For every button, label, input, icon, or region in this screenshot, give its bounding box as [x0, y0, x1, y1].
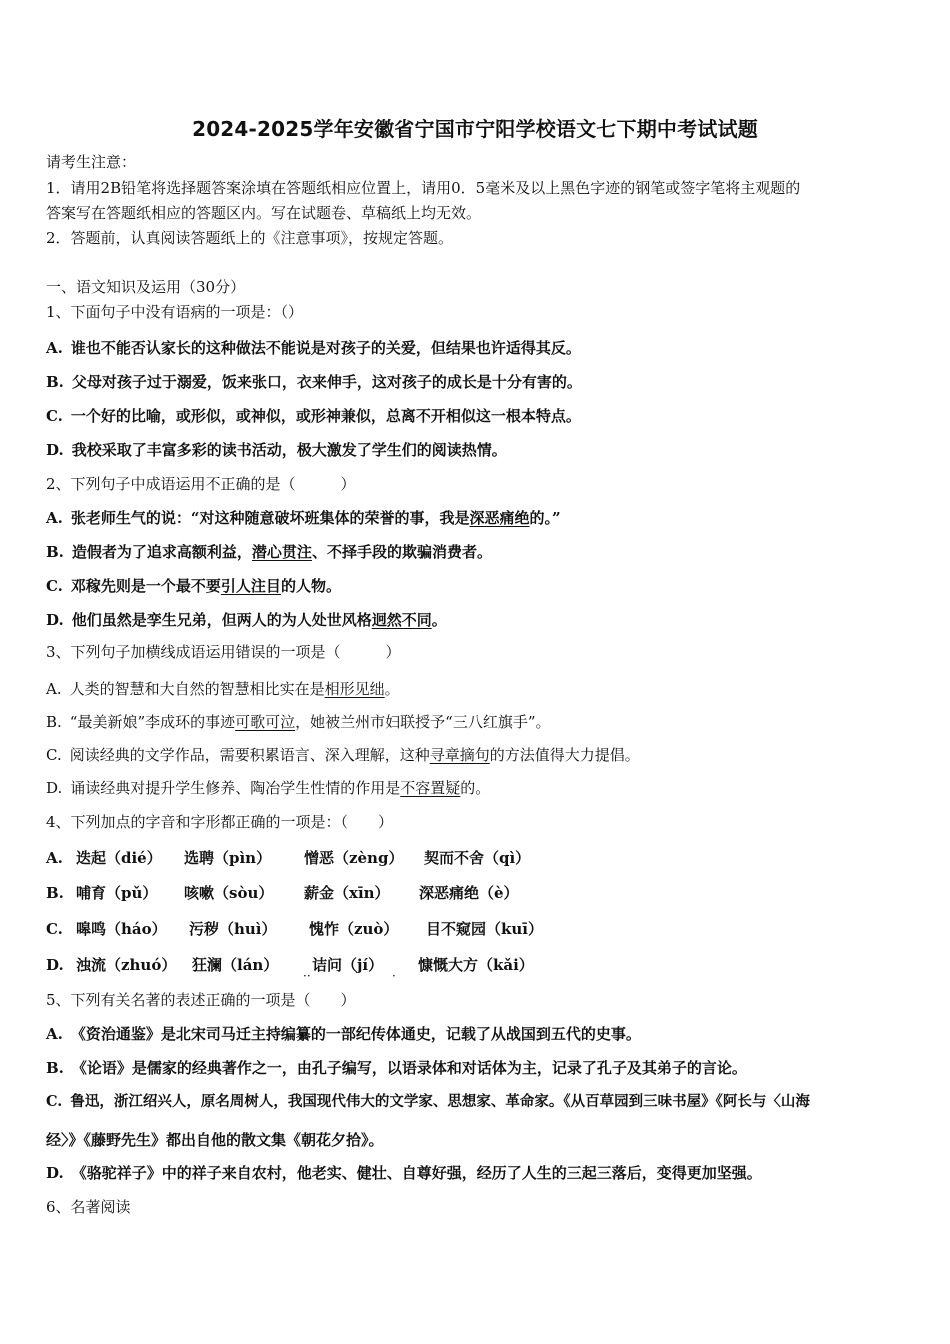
notice-item-1-line-1: 1．请用2B铅笔将选择题答案涂填在答题纸相应位置上，请用0．5毫米及以上黑色字迹的钢笔或签字笔将主观题的 [46, 179, 801, 197]
q3-option-a [46, 679, 400, 699]
q2-option-d [46, 610, 447, 630]
option-label: A. [46, 680, 62, 698]
word-pinyin-item: 污秽（huì） [189, 920, 277, 938]
word-pinyin-item: 慷慨大方（kǎi） [418, 956, 534, 974]
option-text: 的。 [460, 779, 491, 797]
option-text: 阅读经典的文学作品，需要积累语言、深入理解，这种 [69, 746, 430, 764]
option-text: 。 [384, 680, 400, 698]
underlined-idiom: 相形见绌 [324, 680, 385, 698]
option-text: 鲁迅，浙江绍兴人，原名周树人，我国现代伟大的文学家、思想家、革命家。《从百草园到三味书屋》《阿长与〈山海 [70, 1093, 810, 1110]
word-pinyin-item: 狂澜（lán） [192, 956, 279, 974]
option-text: 造假者为了追求高额利益， [71, 543, 252, 561]
question-1-stem: 1、下面句子中没有语病的一项是：（） [46, 303, 304, 321]
word-pinyin-item: 契而不舍（qì） [424, 849, 531, 867]
question-2-stem: 2、下列句子中成语运用不正确的是（ ） [46, 475, 356, 493]
question-6-stem: 6、名著阅读 [46, 1198, 131, 1216]
option-label: C. [46, 1093, 63, 1110]
option-text: 我校采取了丰富多彩的读书活动，极大激发了学生们的阅读热情。 [71, 441, 507, 459]
q5-option-d [46, 1163, 762, 1183]
underlined-idiom: 迥然不同 [371, 611, 432, 629]
option-text: 诵读经典对提升学生修养、陶冶学生性情的作用是 [70, 779, 401, 797]
word-pinyin-item: 嗥鸣（háo） [76, 920, 167, 938]
word-pinyin-item: 浊流（zhuó） [76, 956, 177, 974]
underlined-idiom: 不容置疑 [400, 779, 461, 797]
emphasis-dot-icon: ·· [303, 969, 311, 983]
option-text: ，她被兰州市妇联授予“三八红旗手”。 [295, 713, 551, 731]
option-label: C. [46, 407, 63, 425]
notice-item-2: 2．答题前，认真阅读答题纸上的《注意事项》，按规定答题。 [46, 229, 454, 247]
option-text: 的人物。 [280, 577, 341, 595]
option-label: B. [46, 373, 64, 391]
section-heading: 一、语文知识及运用（30分） [46, 278, 246, 296]
word-pinyin-item: 薪金（xīn） [304, 884, 390, 902]
option-text: 谁也不能否认家长的这种做法不能说是对孩子的关爱，但结果也许适得其反。 [70, 339, 581, 357]
option-label: B. [46, 1059, 64, 1077]
underlined-idiom: 引人注目 [220, 577, 281, 595]
option-label: A. [46, 509, 63, 527]
underlined-idiom: 可歌可泣 [235, 713, 296, 731]
word-pinyin-item: 目不窥园（kuī） [426, 920, 543, 938]
underlined-idiom: 潜心贯注 [251, 543, 312, 561]
word-pinyin-item: 憎恶（zèng） [304, 849, 404, 867]
underlined-idiom: 深恶痛绝 [469, 509, 530, 527]
q1-option-a [46, 338, 581, 358]
option-label: D. [46, 441, 64, 459]
option-label: C. [46, 746, 62, 764]
option-text: 《论语》是儒家的经典著作之一，由孔子编写，以语录体和对话体为主，记录了孔子及其弟子的言论。 [71, 1059, 747, 1077]
q1-option-c [46, 406, 581, 426]
option-text: 的方法值得大力提倡。 [489, 746, 640, 764]
option-text: 一个好的比喻，或形似，或神似，或形神兼似，总离不开相似这一根本特点。 [70, 407, 581, 425]
word-pinyin-item: 愧怍（zuò） [309, 920, 399, 938]
q3-option-b [46, 712, 551, 732]
option-label: B. [46, 543, 64, 561]
option-label: B. [46, 713, 62, 731]
q1-option-d [46, 440, 507, 460]
option-label: D. [46, 1164, 64, 1182]
option-label: A. [46, 1025, 63, 1043]
option-label: A. [46, 849, 63, 867]
word-pinyin-item: 哺育（pǔ） [76, 884, 158, 902]
option-text: 人类的智慧和大自然的智慧相比实在是 [69, 680, 325, 698]
option-text: 。 [431, 611, 447, 629]
q3-option-c [46, 745, 640, 765]
notice-heading: 请考生注意： [46, 153, 137, 171]
q5-option-c [46, 1092, 810, 1112]
question-5-stem: 5、下列有关名著的表述正确的一项是（ ） [46, 991, 356, 1009]
q5-option-c-continued: 经〉》《藤野先生》都出自他的散文集《朝花夕拾》。 [46, 1131, 384, 1149]
question-4-stem: 4、下列加点的字音和字形都正确的一项是：（ ） [46, 813, 394, 831]
q5-option-b [46, 1058, 747, 1078]
q2-option-a [46, 508, 561, 528]
q2-option-c [46, 576, 341, 596]
option-text: 张老师生气的说：“对这种随意破坏班集体的荣誉的事，我是 [70, 509, 470, 527]
option-text: 《资治通鉴》是北宋司马迁主持编纂的一部纪传体通史，记载了从战国到五代的史事。 [70, 1025, 641, 1043]
option-text: 的。” [529, 509, 561, 527]
q5-option-a [46, 1024, 641, 1044]
option-label: A. [46, 339, 63, 357]
option-label: D. [46, 779, 63, 797]
option-text: 《骆驼祥子》中的祥子来自农村，他老实、健壮、自尊好强，经历了人生的三起三落后，变得更加坚强。 [71, 1164, 762, 1182]
emphasis-dot-icon: · [392, 969, 396, 983]
option-text: 他们虽然是孪生兄弟，但两人的为人处世风格 [71, 611, 372, 629]
option-text: 邓稼先则是一个最不要 [70, 577, 221, 595]
page-title: 2024-2025学年安徽省宁国市宁阳学校语文七下期中考试试题 [192, 117, 758, 141]
option-text: 、不择手段的欺骗消费者。 [311, 543, 492, 561]
word-pinyin-item: 诘问（jí） [312, 956, 384, 974]
option-label: D. [46, 956, 64, 974]
word-pinyin-item: 深恶痛绝（è） [419, 884, 519, 902]
option-text: “最美新娘”李成环的事迹 [69, 713, 236, 731]
word-pinyin-item: 选聘（pìn） [184, 849, 272, 867]
option-label: B. [46, 884, 64, 902]
notice-item-1-line-2: 答案写在答题纸相应的答题区内。写在试题卷、草稿纸上均无效。 [46, 204, 482, 222]
option-label: C. [46, 577, 63, 595]
word-pinyin-item: 迭起（dié） [76, 849, 162, 867]
q1-option-b [46, 372, 582, 392]
option-label: C. [46, 920, 63, 938]
question-3-stem: 3、下列句子加横线成语运用错误的一项是（ ） [46, 643, 401, 661]
word-pinyin-item: 咳嗽（sòu） [184, 884, 274, 902]
option-label: D. [46, 611, 64, 629]
option-text: 父母对孩子过于溺爱，饭来张口，衣来伸手，这对孩子的成长是十分有害的。 [71, 373, 582, 391]
q3-option-d [46, 778, 490, 798]
underlined-idiom: 寻章摘句 [429, 746, 490, 764]
q2-option-b [46, 542, 492, 562]
